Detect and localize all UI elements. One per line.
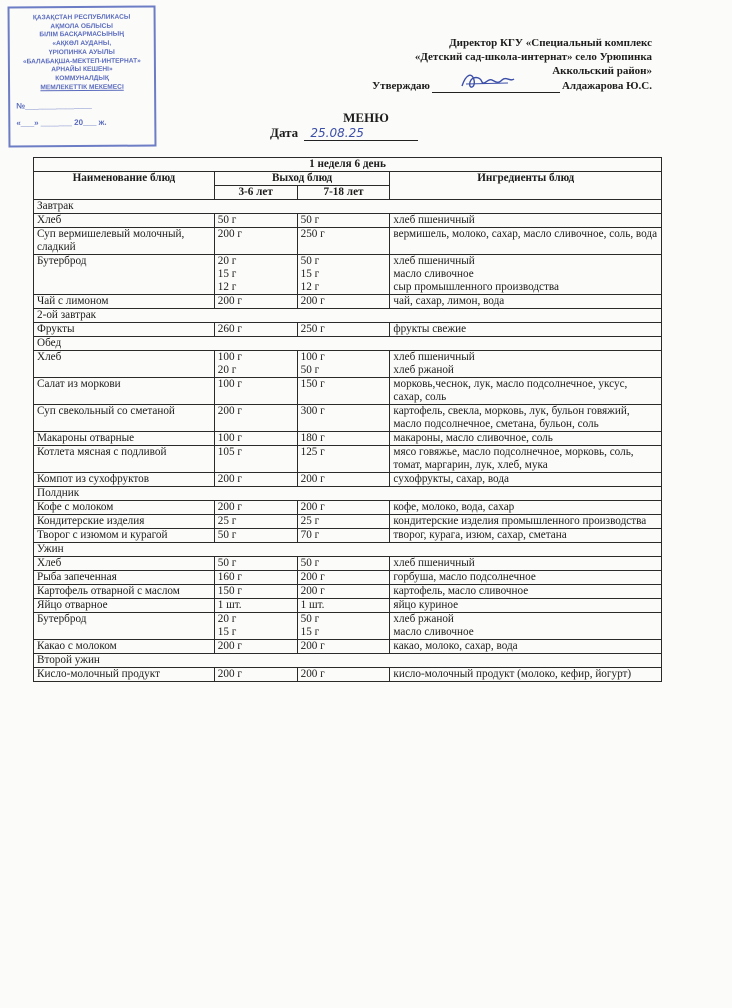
- section-title: Второй ужин: [34, 654, 662, 668]
- ingredients-cell: чай, сахар, лимон, вода: [390, 295, 662, 309]
- yield-7-18-cell: 50 г 15 г 12 г: [297, 255, 390, 295]
- ingredients-cell: хлеб пшеничный: [390, 557, 662, 571]
- section-row: [34, 487, 662, 501]
- dish-cell: Творог с изюмом и курагой: [34, 529, 215, 543]
- stamp-line: «БАЛАБАҚША-МЕКТЕП-ИНТЕРНАТ»: [22, 57, 141, 65]
- yield-3-6-cell: 200 г: [214, 295, 297, 309]
- yield-7-18-cell: 200 г: [297, 501, 390, 515]
- approval-block: [322, 36, 652, 93]
- stamp-line: ҚАЗАҚСТАН РЕСПУБЛИКАСЫ: [32, 13, 131, 22]
- ingredients-cell: яйцо куриное: [390, 599, 662, 613]
- yield-3-6-cell: 105 г: [214, 446, 297, 473]
- table-row: [34, 323, 662, 337]
- table-row: [34, 668, 662, 682]
- table-row: [34, 405, 662, 432]
- section-row: [34, 309, 662, 323]
- ingredients-cell: мясо говяжье, масло подсолнечное, морковь, соль, томат, маргарин, лук, хлеб, мука: [390, 446, 662, 473]
- yield-7-18-cell: 300 г: [297, 405, 390, 432]
- yield-3-6-cell: 50 г: [214, 529, 297, 543]
- table-row: [34, 585, 662, 599]
- yield-7-18-cell: 200 г: [297, 640, 390, 654]
- dish-cell: Котлета мясная с подливой: [34, 446, 215, 473]
- table-row: [34, 378, 662, 405]
- dish-cell: Суп вермишелевый молочный, сладкий: [34, 228, 215, 255]
- yield-7-18-cell: 250 г: [297, 323, 390, 337]
- ingredients-cell: кондитерские изделия промышленного производства: [390, 515, 662, 529]
- table-row: [34, 501, 662, 515]
- table-row: [34, 613, 662, 640]
- approval-line-3: Аккольский район»: [552, 65, 652, 77]
- approval-line-1: Директор КГУ «Специальный комплекс: [449, 37, 652, 49]
- yield-7-18-cell: 100 г 50 г: [297, 351, 390, 378]
- yield-3-6-cell: 50 г: [214, 214, 297, 228]
- ingredients-cell: горбуша, масло подсолнечное: [390, 571, 662, 585]
- yield-3-6-cell: 100 г 20 г: [214, 351, 297, 378]
- dish-cell: Картофель отварной с маслом: [34, 585, 215, 599]
- dish-cell: Кисло-молочный продукт: [34, 668, 215, 682]
- ingredients-cell: кофе, молоко, вода, сахар: [390, 501, 662, 515]
- yield-3-6-cell: 25 г: [214, 515, 297, 529]
- section-row: [34, 543, 662, 557]
- yield-3-6-cell: 100 г: [214, 432, 297, 446]
- yield-7-18-cell: 25 г: [297, 515, 390, 529]
- header-ingredients: Ингредиенты блюд: [390, 172, 662, 200]
- dish-cell: Бутерброд: [34, 255, 215, 295]
- yield-3-6-cell: 20 г 15 г 12 г: [214, 255, 297, 295]
- yield-7-18-cell: 50 г: [297, 557, 390, 571]
- yield-7-18-cell: 200 г: [297, 585, 390, 599]
- ingredients-cell: творог, курага, изюм, сахар, сметана: [390, 529, 662, 543]
- section-title: Полдник: [34, 487, 662, 501]
- table-row: [34, 351, 662, 378]
- section-row: [34, 200, 662, 214]
- yield-3-6-cell: 200 г: [214, 640, 297, 654]
- yield-3-6-cell: 200 г: [214, 405, 297, 432]
- yield-3-6-cell: 100 г: [214, 378, 297, 405]
- yield-3-6-cell: 200 г: [214, 473, 297, 487]
- menu-date: [270, 125, 418, 141]
- table-row: [34, 529, 662, 543]
- dish-cell: Макароны отварные: [34, 432, 215, 446]
- section-title: Ужин: [34, 543, 662, 557]
- table-row: [34, 255, 662, 295]
- yield-7-18-cell: 180 г: [297, 432, 390, 446]
- yield-7-18-cell: 200 г: [297, 668, 390, 682]
- section-title: Завтрак: [34, 200, 662, 214]
- ingredients-cell: картофель, масло сливочное: [390, 585, 662, 599]
- menu-body: [34, 200, 662, 682]
- dish-cell: Компот из сухофруктов: [34, 473, 215, 487]
- yield-7-18-cell: 1 шт.: [297, 599, 390, 613]
- approval-sign-row: [322, 79, 652, 93]
- table-row: [34, 446, 662, 473]
- table-row: [34, 571, 662, 585]
- yield-7-18-cell: 200 г: [297, 473, 390, 487]
- yield-7-18-cell: 250 г: [297, 228, 390, 255]
- yield-7-18-cell: 200 г: [297, 571, 390, 585]
- date-value: 25.08.25: [304, 126, 418, 141]
- ingredients-cell: сухофрукты, сахар, вода: [390, 473, 662, 487]
- dish-cell: Рыба запеченная: [34, 571, 215, 585]
- signature-icon: [458, 70, 518, 92]
- dish-cell: Чай с лимоном: [34, 295, 215, 309]
- stamp-line: БІЛІМ БАСҚАРМАСЫНЫҢ: [39, 31, 125, 39]
- stamp-line: АРНАЙЫ КЕШЕНІ»: [51, 66, 113, 74]
- ingredients-cell: картофель, свекла, морковь, лук, бульон говяжий, масло подсолнечное, сметана, бульон, соль: [390, 405, 662, 432]
- dish-cell: Суп свекольный со сметаной: [34, 405, 215, 432]
- yield-3-6-cell: 50 г: [214, 557, 297, 571]
- table-row: [34, 473, 662, 487]
- director-name: Алдажарова Ю.С.: [561, 80, 652, 92]
- table-caption: 1 неделя 6 день: [34, 158, 662, 172]
- section-row: [34, 337, 662, 351]
- ingredients-cell: макароны, масло сливочное, соль: [390, 432, 662, 446]
- dish-cell: Фрукты: [34, 323, 215, 337]
- yield-3-6-cell: 200 г: [214, 668, 297, 682]
- table-row: [34, 557, 662, 571]
- ingredients-cell: кисло-молочный продукт (молоко, кефир, йогурт): [390, 668, 662, 682]
- table-row: [34, 599, 662, 613]
- yield-3-6-cell: 20 г 15 г: [214, 613, 297, 640]
- yield-7-18-cell: 50 г 15 г: [297, 613, 390, 640]
- dish-cell: Бутерброд: [34, 613, 215, 640]
- section-title: Обед: [34, 337, 662, 351]
- section-title: 2-ой завтрак: [34, 309, 662, 323]
- header-age-7-18: 7-18 лет: [297, 186, 390, 200]
- dish-cell: Какао с молоком: [34, 640, 215, 654]
- stamp-line: КОММУНАЛДЫҚ: [55, 74, 109, 83]
- table-row: [34, 515, 662, 529]
- date-label: Дата: [270, 125, 299, 140]
- dish-cell: Кофе с молоком: [34, 501, 215, 515]
- stamp-date: «___» _______ 20___ ж.: [16, 117, 107, 128]
- yield-7-18-cell: 200 г: [297, 295, 390, 309]
- menu-table: [33, 157, 662, 682]
- yield-3-6-cell: 200 г: [214, 228, 297, 255]
- stamp-line: «АҚКӨЛ АУДАНЫ,: [52, 39, 112, 48]
- dish-cell: Хлеб: [34, 351, 215, 378]
- header-dish: Наименование блюд: [34, 172, 215, 200]
- header-yield: Выход блюд: [214, 172, 390, 186]
- table-row: [34, 214, 662, 228]
- dish-cell: Яйцо отварное: [34, 599, 215, 613]
- dish-cell: Кондитерские изделия: [34, 515, 215, 529]
- dish-cell: Хлеб: [34, 557, 215, 571]
- table-row: [34, 295, 662, 309]
- dish-cell: Салат из моркови: [34, 378, 215, 405]
- stamp-line: МЕМЛЕКЕТТІК МЕКЕМЕСІ: [40, 83, 124, 91]
- table-row: [34, 228, 662, 255]
- table-row: [34, 640, 662, 654]
- stamp-number: №_______________: [16, 101, 92, 111]
- ingredients-cell: хлеб пшеничный: [390, 214, 662, 228]
- ingredients-cell: хлеб ржаной масло сливочное: [390, 613, 662, 640]
- stamp-line: АҚМОЛА ОБЛЫСЫ: [50, 22, 113, 30]
- yield-7-18-cell: 70 г: [297, 529, 390, 543]
- organization-stamp: [8, 5, 157, 147]
- yield-7-18-cell: 50 г: [297, 214, 390, 228]
- dish-cell: Хлеб: [34, 214, 215, 228]
- approval-line-2: «Детский сад-школа-интернат» село Урюпинка: [414, 51, 652, 63]
- yield-3-6-cell: 1 шт.: [214, 599, 297, 613]
- yield-7-18-cell: 125 г: [297, 446, 390, 473]
- yield-3-6-cell: 160 г: [214, 571, 297, 585]
- ingredients-cell: вермишель, молоко, сахар, масло сливочное, соль, вода: [390, 228, 662, 255]
- yield-3-6-cell: 150 г: [214, 585, 297, 599]
- approve-word: Утверждаю: [372, 80, 430, 92]
- ingredients-cell: хлеб пшеничный хлеб ржаной: [390, 351, 662, 378]
- ingredients-cell: морковь,чеснок, лук, масло подсолнечное, уксус, сахар, соль: [390, 378, 662, 405]
- ingredients-cell: хлеб пшеничный масло сливочное сыр промышленного производства: [390, 255, 662, 295]
- table-row: [34, 432, 662, 446]
- ingredients-cell: фрукты свежие: [390, 323, 662, 337]
- stamp-text: [10, 13, 155, 92]
- signature-line: [432, 80, 560, 93]
- stamp-line: ҮРІОПИНКА АУЫЛЫ: [48, 48, 115, 57]
- ingredients-cell: какао, молоко, сахар, вода: [390, 640, 662, 654]
- header-age-3-6: 3-6 лет: [214, 186, 297, 200]
- yield-7-18-cell: 150 г: [297, 378, 390, 405]
- section-row: [34, 654, 662, 668]
- yield-3-6-cell: 200 г: [214, 501, 297, 515]
- page-title: МЕНЮ: [343, 110, 389, 125]
- yield-3-6-cell: 260 г: [214, 323, 297, 337]
